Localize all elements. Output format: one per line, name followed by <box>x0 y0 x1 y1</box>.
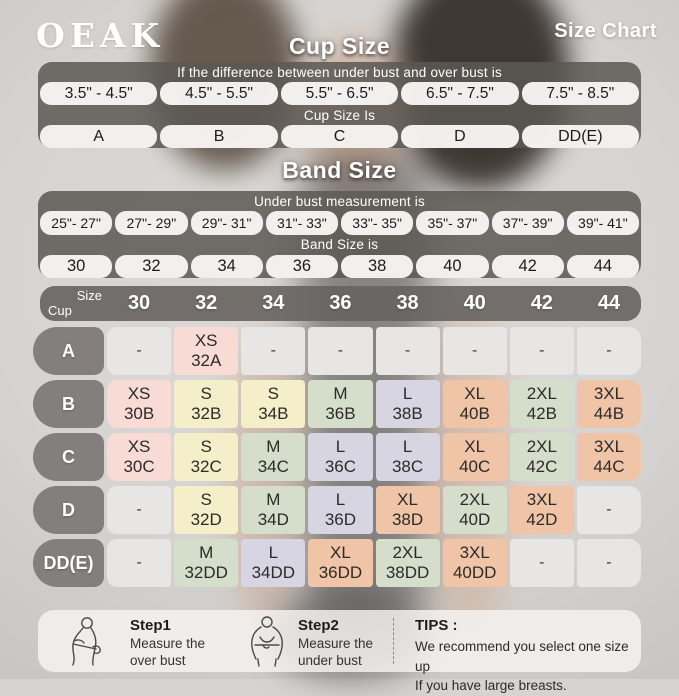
size-cell <box>107 539 171 587</box>
empty-cell-dash: - <box>136 553 142 571</box>
band-size-result-label: Band Size is <box>300 237 379 252</box>
measure-steps-panel <box>38 610 641 694</box>
size-cell <box>376 380 440 428</box>
cup-size-title: Cup Size <box>288 33 391 59</box>
step1-line1: Measure the <box>130 636 206 651</box>
cell-size-label: S <box>200 437 212 457</box>
matrix-row <box>33 433 641 481</box>
size-cell <box>577 539 641 587</box>
cell-size-label: 3XL <box>593 384 625 404</box>
size-cell <box>443 380 507 428</box>
cell-size-label: L <box>402 384 413 404</box>
cup-size-instruction: If the difference between under bust and over bust is <box>177 64 502 80</box>
band-range-pill: 35"- 37" <box>416 211 488 235</box>
size-cell <box>443 327 507 375</box>
cell-size-code: 34DD <box>251 563 296 582</box>
cup-row-label: C <box>33 433 104 481</box>
cell-size-label: 2XL <box>526 384 557 404</box>
band-range-pill: 25"- 27" <box>40 211 112 235</box>
band-number-row <box>38 255 641 279</box>
size-cell <box>443 433 507 481</box>
size-cell <box>107 433 171 481</box>
cell-size-label: XS <box>127 384 151 404</box>
tips-line2: If you have large breasts. <box>415 678 567 694</box>
cell-size-label: XL <box>464 437 486 457</box>
page-title: Size Chart <box>554 20 657 42</box>
cell-size-code: 40C <box>459 457 491 476</box>
size-cell <box>376 486 440 534</box>
cell-size-label: 2XL <box>392 543 423 563</box>
cup-letter-pill: DD(E) <box>522 125 639 148</box>
step2-figure-icon <box>244 615 290 667</box>
cell-size-label: M <box>266 437 281 457</box>
band-number-pill: 42 <box>492 255 564 279</box>
band-size-table <box>38 191 641 278</box>
size-cell <box>241 327 305 375</box>
size-cell <box>510 380 574 428</box>
cup-row-label: DD(E) <box>33 539 104 587</box>
matrix-row <box>33 486 641 534</box>
size-cell <box>510 539 574 587</box>
cell-size-code: 44C <box>593 457 625 476</box>
cell-size-code: 32DD <box>184 563 228 582</box>
cell-size-label: L <box>268 543 279 563</box>
cell-size-code: 42C <box>526 457 558 476</box>
size-cell <box>241 486 305 534</box>
band-range-pill: 27"- 29" <box>115 211 187 235</box>
step1-line2: over bust <box>130 652 186 668</box>
cell-size-label: M <box>333 384 348 404</box>
matrix-row <box>33 539 641 587</box>
cup-letter-pill: D <box>401 125 518 148</box>
cup-letter-pill: A <box>40 125 157 148</box>
cell-size-label: M <box>266 490 281 510</box>
size-cell <box>107 327 171 375</box>
cell-size-code: 38D <box>391 510 424 529</box>
cup-size-table <box>38 62 641 148</box>
size-cell <box>174 433 238 481</box>
brand-logo: OEAK <box>36 16 165 55</box>
band-size-instruction: Under bust measurement is <box>254 193 425 209</box>
cell-size-label: 3XL <box>526 490 557 510</box>
step2-line2: under bust <box>298 652 362 668</box>
size-cell <box>107 380 171 428</box>
cell-size-label: L <box>402 437 413 457</box>
band-number-pill: 30 <box>40 255 112 279</box>
empty-cell-dash: - <box>136 500 142 518</box>
cell-size-label: 3XL <box>593 437 625 457</box>
cell-size-label: XS <box>194 331 218 351</box>
cell-size-code: 36DD <box>318 563 363 582</box>
cell-size-code: 40D <box>459 510 491 529</box>
cell-size-code: 38C <box>391 457 424 476</box>
cup-row-label: B <box>33 380 104 428</box>
matrix-column-header: 44 <box>597 292 621 314</box>
size-cell <box>174 327 238 375</box>
band-range-pill: 39"- 41" <box>567 211 639 235</box>
size-cell <box>376 539 440 587</box>
matrix-column-header: 36 <box>329 292 352 314</box>
cell-size-label: XS <box>127 437 151 457</box>
band-number-pill: 34 <box>191 255 263 279</box>
cell-size-code: 36C <box>324 457 357 476</box>
cup-range-pill: 4.5" - 5.5" <box>160 82 277 105</box>
band-range-pill: 29"- 31" <box>191 211 263 235</box>
corner-size-label: Size <box>76 288 102 303</box>
cell-size-code: 42D <box>526 510 558 529</box>
matrix-column-header: 38 <box>396 292 419 314</box>
cup-letter-row <box>38 125 641 148</box>
size-cell <box>241 539 305 587</box>
matrix-column-header: 40 <box>463 292 486 314</box>
size-cell <box>376 433 440 481</box>
cell-size-label: 2XL <box>459 490 490 510</box>
matrix-corner-label <box>40 286 104 321</box>
cell-size-label: XL <box>397 490 418 510</box>
cell-size-label: L <box>335 437 346 457</box>
step2-title: Step2 <box>298 617 339 634</box>
cell-size-code: 32A <box>191 351 222 370</box>
size-cell <box>308 539 372 587</box>
band-range-pill: 37"- 39" <box>492 211 564 235</box>
cup-range-row <box>38 82 641 105</box>
cup-range-pill: 3.5" - 4.5" <box>40 82 157 105</box>
matrix-column-header: 30 <box>127 292 151 314</box>
cell-size-code: 44B <box>593 404 625 423</box>
step1-figure-icon <box>60 615 112 667</box>
cup-letter-pill: C <box>281 125 398 148</box>
size-cell <box>443 486 507 534</box>
step1-title: Step1 <box>130 617 171 634</box>
band-range-pill: 31"- 33" <box>266 211 338 235</box>
cell-size-code: 32B <box>191 404 222 423</box>
cell-size-code: 34B <box>258 404 289 423</box>
cup-letter-pill: B <box>160 125 277 148</box>
cell-size-code: 32C <box>190 457 222 476</box>
corner-cup-label: Cup <box>48 303 72 318</box>
tips-block <box>415 617 633 696</box>
band-number-pill: 40 <box>416 255 488 279</box>
cell-size-code: 38DD <box>385 563 430 582</box>
size-cell <box>443 539 507 587</box>
empty-cell-dash: - <box>337 341 344 359</box>
matrix-column-header: 32 <box>195 292 218 314</box>
cup-range-pill: 6.5" - 7.5" <box>401 82 518 105</box>
empty-cell-dash: - <box>606 341 612 359</box>
cup-range-pill: 5.5" - 6.5" <box>281 82 398 105</box>
size-cell <box>174 539 238 587</box>
cell-size-code: 34D <box>257 510 289 529</box>
cup-row-label: A <box>33 327 104 375</box>
size-cell <box>510 433 574 481</box>
cell-size-code: 36B <box>325 404 356 423</box>
band-range-pill: 33"- 35" <box>341 211 413 235</box>
size-cell <box>308 486 372 534</box>
size-cell <box>241 380 305 428</box>
empty-cell-dash: - <box>606 500 612 518</box>
band-size-title: Band Size <box>282 157 397 183</box>
cell-size-code: 36D <box>324 510 357 529</box>
size-cell <box>577 380 641 428</box>
band-number-pill: 38 <box>341 255 413 279</box>
cell-size-label: S <box>200 384 212 404</box>
cell-size-code: 40DD <box>452 563 497 582</box>
cell-size-code: 38B <box>392 404 423 423</box>
empty-cell-dash: - <box>270 341 276 359</box>
tips-line1: We recommend you select one size up <box>415 639 629 674</box>
size-cell <box>174 486 238 534</box>
cell-size-label: M <box>199 543 214 563</box>
size-cell <box>241 433 305 481</box>
empty-cell-dash: - <box>606 553 612 571</box>
step1-text <box>130 617 205 670</box>
empty-cell-dash: - <box>472 341 478 359</box>
band-number-pill: 36 <box>266 255 338 279</box>
size-cell <box>308 380 372 428</box>
empty-cell-dash: - <box>539 553 545 571</box>
band-number-pill: 32 <box>115 255 187 279</box>
cell-size-label: L <box>335 490 346 510</box>
cup-range-pill: 7.5" - 8.5" <box>522 82 639 105</box>
cell-size-code: 30C <box>123 457 155 476</box>
tips-title: TIPS : <box>415 617 458 634</box>
band-range-row <box>38 211 641 235</box>
cell-size-label: S <box>267 384 279 404</box>
size-cell <box>376 327 440 375</box>
matrix-header <box>40 286 641 321</box>
size-cell <box>577 486 641 534</box>
cell-size-label: S <box>200 490 212 510</box>
size-cell <box>308 433 372 481</box>
empty-cell-dash: - <box>539 341 545 359</box>
cell-size-code: 40B <box>459 404 490 423</box>
matrix-column-header: 34 <box>262 292 285 314</box>
cell-size-code: 30B <box>123 404 155 423</box>
matrix-column-header: 42 <box>530 292 553 314</box>
empty-cell-dash: - <box>136 341 142 359</box>
matrix-row <box>33 327 641 375</box>
cell-size-code: 34C <box>257 457 289 476</box>
cup-size-result-label: Cup Size Is <box>303 107 376 123</box>
size-cell <box>308 327 372 375</box>
empty-cell-dash: - <box>404 341 411 359</box>
size-cell <box>107 486 171 534</box>
cup-row-label: D <box>33 486 104 534</box>
matrix-rows <box>33 327 641 592</box>
cell-size-label: 3XL <box>459 543 490 563</box>
step2-line1: Measure the <box>298 636 374 651</box>
tips-divider <box>393 618 394 664</box>
cell-size-label: XL <box>464 384 486 404</box>
size-cell <box>577 327 641 375</box>
matrix-row <box>33 380 641 428</box>
cell-size-label: 2XL <box>526 437 557 457</box>
size-cell <box>510 327 574 375</box>
cell-size-code: 42B <box>526 404 557 423</box>
size-cell <box>577 433 641 481</box>
band-number-pill: 44 <box>567 255 639 279</box>
size-cell <box>510 486 574 534</box>
cell-size-code: 32D <box>190 510 222 529</box>
size-cell <box>174 380 238 428</box>
step2-text <box>298 617 373 670</box>
cell-size-label: XL <box>330 543 351 563</box>
